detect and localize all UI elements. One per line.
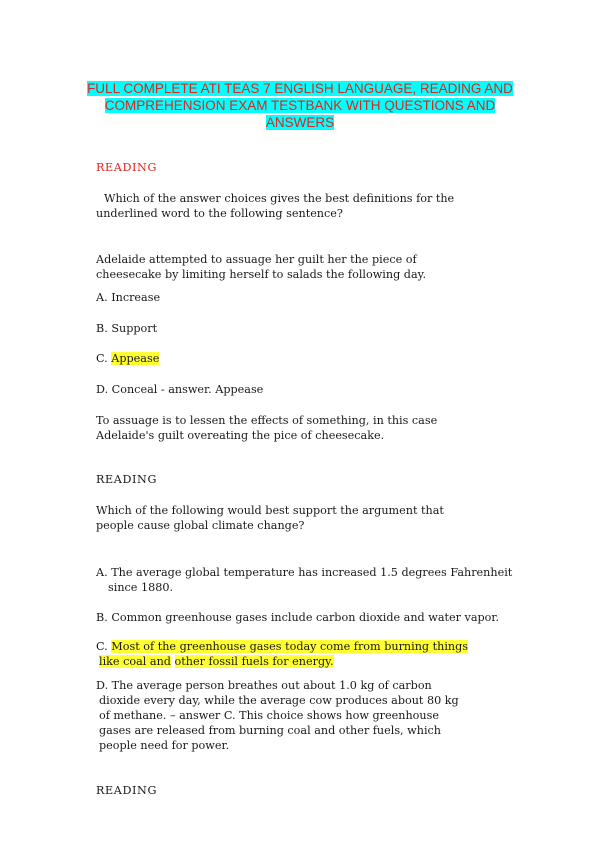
highlighted-answer: other fossil fuels for energy. [174, 655, 334, 668]
choice-c [96, 351, 159, 366]
choice-a: A. Increase [96, 291, 161, 304]
choice-d-continued: dioxide every day, while the average cow produces about 80 kg [99, 694, 459, 707]
choice-d: D. The average person breathes out about 1.0 kg of carbon [96, 679, 432, 692]
section-heading: READING [96, 473, 157, 486]
section-heading: READING [96, 161, 157, 174]
question-sentence: Adelaide attempted to assuage her guilt her the piece of [96, 253, 417, 266]
question-sentence: cheesecake by limiting herself to salads the following day. [96, 268, 427, 281]
explanation: To assuage is to lessen the effects of something, in this case [96, 414, 438, 427]
question-prompt: Which of the following would best support the argument that [96, 504, 444, 517]
choice-a-continued: since 1880. [108, 581, 173, 594]
choice-b: B. Support [96, 322, 158, 335]
choice-d-continued: of methane. – answer C. This choice shows how greenhouse [99, 709, 439, 722]
document-title [58, 80, 542, 131]
choice-d-continued: gases are released from burning coal and other fuels, which [99, 724, 441, 737]
choice-b: B. Common greenhouse gases include carbon dioxide and water vapor. [96, 611, 500, 624]
choice-c-continued [99, 654, 334, 669]
title-line-2: COMPREHENSION EXAM TESTBANK WITH QUESTIONS AND [104, 98, 496, 113]
highlighted-answer: Most of the greenhouse gases today come from burning things [111, 640, 469, 653]
choice-d: D. Conceal - answer. Appease [96, 383, 264, 396]
highlighted-answer: Appease [111, 352, 160, 365]
choice-d-continued: people need for power. [99, 739, 230, 752]
choice-c-prefix: C. [96, 352, 112, 365]
title-line-3: ANSWERS [265, 115, 335, 130]
explanation: Adelaide's guilt overeating the pice of cheesecake. [96, 429, 385, 442]
question-prompt: underlined word to the following sentence? [96, 207, 343, 220]
section-heading: READING [96, 784, 157, 797]
choice-c [96, 639, 468, 654]
title-line-1: FULL COMPLETE ATI TEAS 7 ENGLISH LANGUAGE, READING AND [87, 81, 513, 96]
question-prompt: people cause global climate change? [96, 519, 305, 532]
choice-c-prefix: C. [96, 640, 112, 653]
question-prompt: Which of the answer choices gives the best definitions for the [104, 192, 455, 205]
highlighted-answer: like coal and [99, 655, 171, 668]
choice-a: A. The average global temperature has increased 1.5 degrees Fahrenheit [96, 566, 513, 579]
